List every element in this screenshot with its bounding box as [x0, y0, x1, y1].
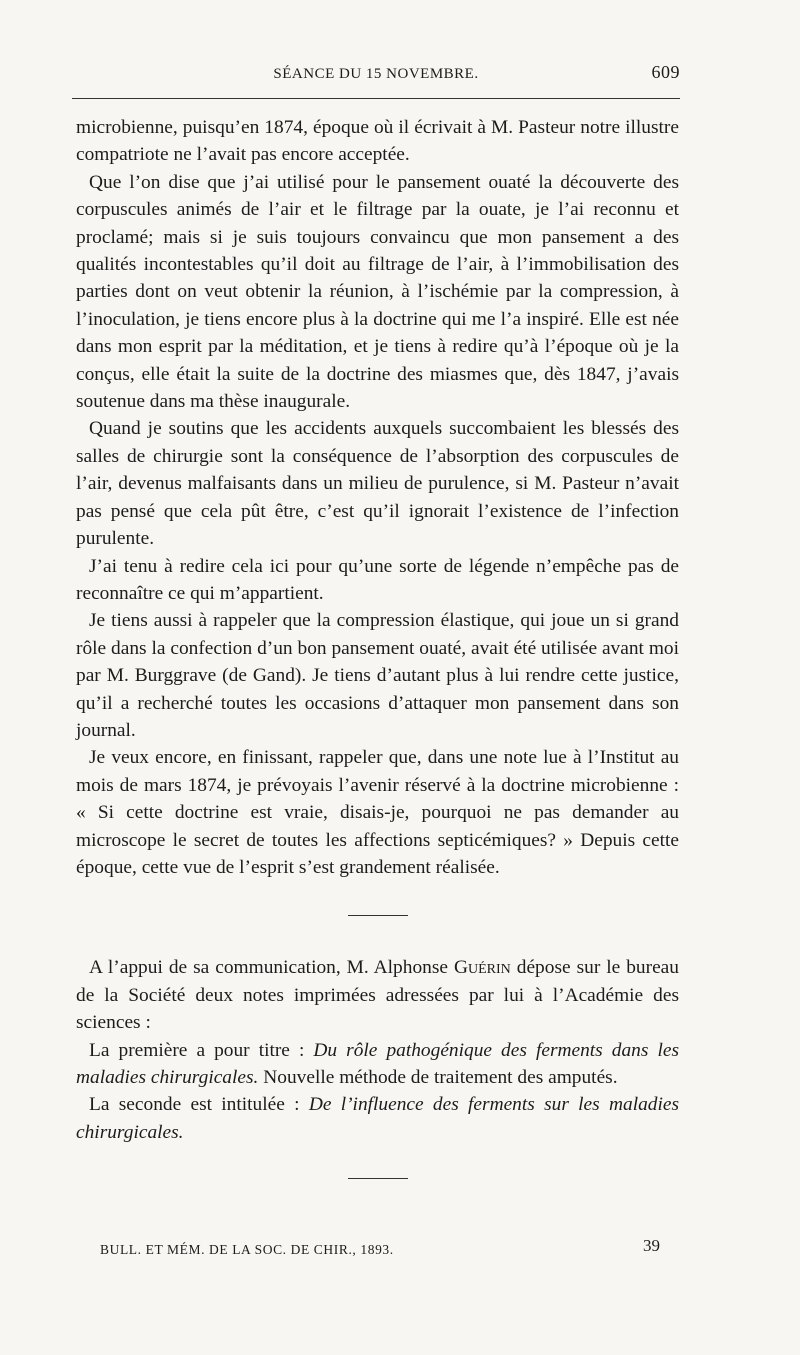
- text-run: La première a pour titre :: [89, 1039, 305, 1061]
- text-run: A l’appui de sa communication, M. Alphonse: [89, 957, 448, 979]
- signature-mark: 39: [643, 1236, 660, 1255]
- page-header: [72, 62, 680, 88]
- paragraph: [76, 1091, 679, 1146]
- header-rule: [72, 98, 680, 99]
- page-number: 609: [651, 62, 680, 82]
- running-head: SÉANCE DU 15 NOVEMBRE.: [273, 66, 479, 82]
- paragraph: Je veux encore, en finissant, rappeler que, dans une note lue à l’Institut au mois de mars 1874, je prévoyais l’avenir réservé à la doctrine microbienne : « Si cette doctrine est vraie, disais-je, pourquoi ne pas demander au microscope le secret de toutes les affections septicémiques? » Depuis cette époque, cette vue de l’esprit s’est grandement réalisée.: [76, 747, 679, 878]
- paragraph: [76, 1037, 679, 1092]
- section-separator: [348, 915, 408, 916]
- author-name: Guérin: [453, 957, 511, 979]
- paragraph: [76, 954, 679, 1036]
- section-separator: [348, 1178, 408, 1179]
- body-text: [76, 114, 679, 1179]
- text-run: Nouvelle méthode de traitement des amputés.: [263, 1067, 618, 1088]
- page-footer: [100, 1236, 660, 1262]
- text-run: La seconde est intitulée :: [89, 1094, 300, 1116]
- paragraph: Quand je soutins que les accidents auxquels succombaient les blessés des salles de chirurgie sont la conséquence de l’absorption des corpuscules de l’air, devenus malfaisants dans un milieu de purulence, si M. Pasteur n’avait pas pensé que cela pût être, c’est qu’il ignorait l’existence de l’infection purulente.: [76, 418, 679, 550]
- journal-citation: BULL. ET MÉM. DE LA SOC. DE CHIR., 1893.: [100, 1242, 394, 1257]
- note-title: Du rôle pathogénique des ferments dans les maladies chirurgicales.: [76, 1039, 679, 1088]
- text-run: dépose sur le bureau de la Société deux notes imprimées adressées par lui à l’Académie des sciences :: [76, 957, 679, 1034]
- paragraph: J’ai tenu à redire cela ici pour qu’une sorte de légende n’empêche pas de reconnaître ce qui m’appartient.: [76, 555, 679, 604]
- paragraph: Je tiens aussi à rappeler que la compression élastique, qui joue un si grand rôle dans la confection d’un bon pansement ouaté, avait été utilisée avant moi par M. Burggrave (de Gand). Je tiens d’autant plus à lui rendre cette justice, qu’il a recherché toutes les occasions d’attaquer mon pansement dans son journal.: [76, 610, 679, 741]
- paragraph: Que l’on dise que j’ai utilisé pour le pansement ouaté la découverte des corpuscules animés de l’air et le filtrage par la ouate, je l’ai reconnu et proclamé; mais si je suis toujours convaincu que mon pansement a des qualités incontestables qu’il doit au filtrage de l’air, à l’immobilisation des parties dont on veut obtenir la réunion, à l’ischémie par la compression, à l’inoculation, je tiens encore plus à la doctrine qui me l’a inspiré. Elle est née dans mon esprit par la méditation, et je tiens à redire qu’à l’époque où je la conçus, elle était la suite de la doctrine des miasmes que, dès 1847, j’avais soutenue dans ma thèse inaugurale.: [76, 171, 679, 413]
- paragraph-continued: microbienne, puisqu’en 1874, époque où il écrivait à M. Pasteur notre illustre compatriote ne l’avait pas encore acceptée.: [76, 117, 679, 166]
- note-title: De l’influence des ferments sur les maladies chirurgicales.: [76, 1094, 680, 1143]
